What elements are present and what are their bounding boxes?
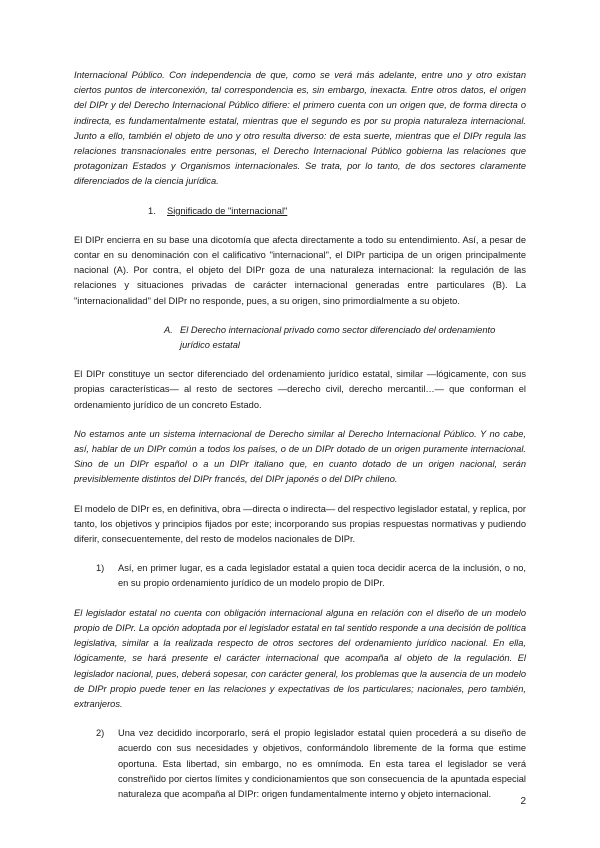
paragraph-dichotomy: El DIPr encierra en su base una dicotomía que afecta directamente a todo su entendimiento. Así, a pesar de contar en su denominación con el calificativo "internacional", el DIPr participa de un origen principalmente nacional (A). Por contra, el objeto del DIPr goza de una naturaleza internacional: la regulación de las relaciones y situaciones privadas de carácter internacional generadas entre particulares (B). La "internacionalidad" del DIPr no responde, pues, a su origen, sino primordialmente a su objeto. xyxy=(74,234,526,306)
paragraph-sector: El DIPr constituye un sector diferenciado del ordenamiento jurídico estatal, similar —lógicamente, con sus propias características— al resto de sectores —derecho civil, derecho mercantil…— que conforman el ordenamiento jurídico de un concreto Estado. xyxy=(74,369,526,410)
page-number: 2 xyxy=(520,796,526,807)
subsection-heading-a-text: El Derecho internacional privado como sector diferenciado del ordenamiento jurídico estatal xyxy=(180,324,496,351)
section-heading-1 xyxy=(148,204,526,219)
document-page xyxy=(74,68,526,802)
list-item xyxy=(96,726,526,802)
list-item xyxy=(96,561,526,591)
subsection-heading-a-letter: A. xyxy=(164,324,173,335)
list-item-text: Una vez decidido incorporarlo, será el propio legislador estatal quien procederá a su diseño de acuerdo con sus necesidades y objetivos, conformándolo libremente de la forma que estime oportuna. Esta libertad, sin embargo, no es omnímoda. En esta tarea el legislador se verá constreñido por ciertos límites y condicionamientos que son consecuencia de la apuntada especial naturaleza que acompaña al DIPr: origen fundamentalmente interno y objeto internacional. xyxy=(118,728,526,799)
paragraph-legislator: El legislador estatal no cuenta con obligación internacional alguna en relación con el diseño de un modelo propio de DIPr. La opción adoptada por el legislador estatal en tal sentido responde a una decisión de política legislativa, similar a la realizada respecto de otros sectores del ordenamiento jurídico nacional. En ella, lógicamente, se hará presente el carácter internacional que acompaña al objeto de la regulación. El legislador nacional, pues, deberá sopesar, con carácter general, los problemas que la ausencia de un modelo de DIPr propio puede tener en las relaciones y expectativas de los particulares; nacionales, pero también, extranjeros. xyxy=(74,607,526,709)
subsection-heading-a xyxy=(164,323,526,353)
section-heading-1-number: 1. xyxy=(148,205,156,216)
list-item-text: Así, en primer lugar, es a cada legislador estatal a quien toca decidir acerca de la inclusión, o no, en su propio ordenamiento jurídico de un modelo propio de DIPr. xyxy=(118,563,526,589)
paragraph-model: El modelo de DIPr es, en definitiva, obra —directa o indirecta— del respectivo legislador estatal, y replica, por tanto, los objetivos y principios fijados por este; incorporando sus propias respuestas normativas y pudiendo diferir, consecuentemente, del resto de modelos nacionales de DIPr. xyxy=(74,503,526,545)
list-item-number: 2) xyxy=(96,728,105,739)
intro-paragraph: Internacional Público. Con independencia de que, como se verá más adelante, entre uno y otro existan ciertos puntos de interconexión, tal correspondencia es, sin embargo, inexacta. Entre otros datos, el origen del DIPr y del Derecho Internacional Público difiere: el primero cuenta con un origen que, de forma directa o indirecta, es fundamentalmente estatal, mientras que el segundo es por su propia naturaleza internacional. Junto a ello, también el objeto de uno y otro resulta diverso: de esta suerte, mientras que el DIPr regula las relaciones transnacionales entre personas, el Derecho Internacional Público gobierna las relaciones que protagonizan Estados y Organismos internacionales. Se trata, por lo tanto, de dos sectores claramente diferenciados de la ciencia jurídica. xyxy=(74,70,526,187)
paragraph-no-international-system: No estamos ante un sistema internacional de Derecho similar al Derecho Internacional Público. Y no cabe, así, hablar de un DIPr común a todos los países, o de un DIPr dotado de un origen puramente internacional. Sino de un DIPr español o a un DIPr italiano que, en cuanto dotado de un origen nacional, serán previsiblemente distintos del DIPr francés, del DIPr japonés o del DIPr chileno. xyxy=(74,428,526,485)
list-item-number: 1) xyxy=(96,563,105,574)
section-heading-1-text: Significado de "internacional" xyxy=(167,205,288,216)
